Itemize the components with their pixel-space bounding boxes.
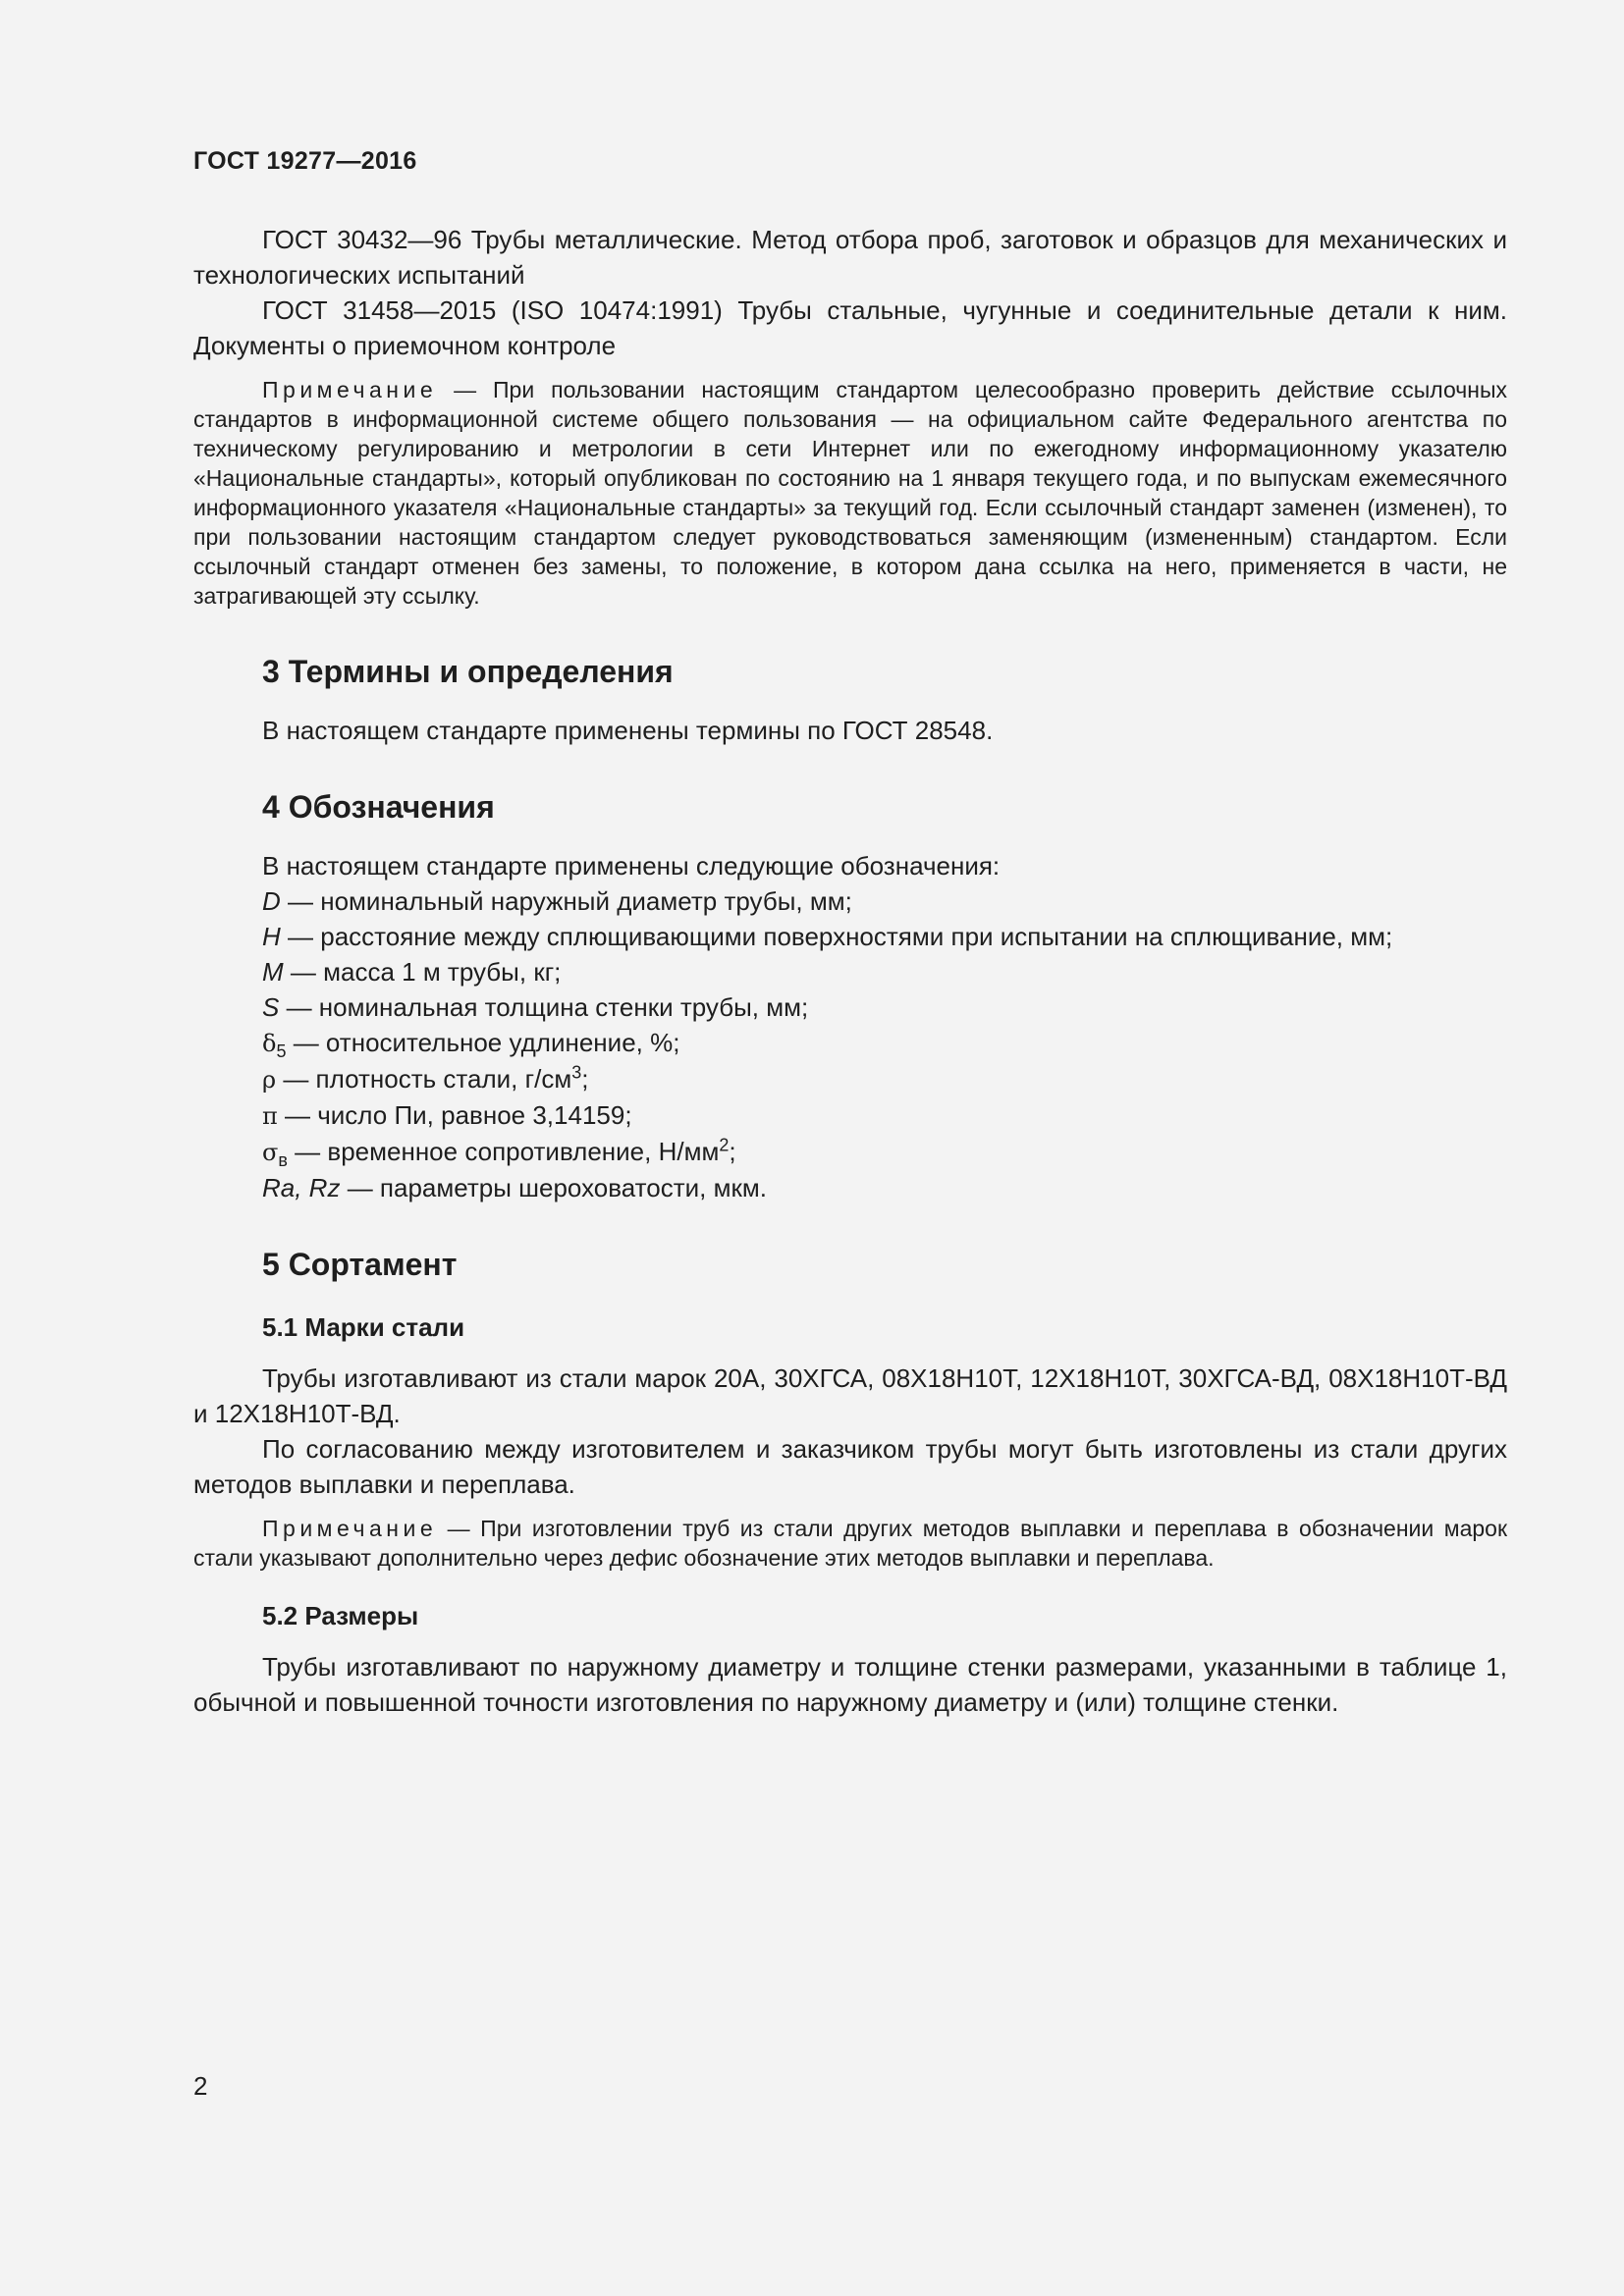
page-header: ГОСТ 19277—2016 [193,147,417,175]
section-5-2-title: 5.2 Размеры [262,1601,419,1630]
note-references [193,375,1507,611]
symbol-item: π — число Пи, равное 3,14159; [262,1100,632,1130]
section-5-2-text: Трубы изготавливают по наружному диаметру и толщине стенки размерами, указанными в таблице 1, обычной и повышенной точности изготовления по наружному диаметру и (или) толщине стенки. [193,1652,1507,1717]
note-label: Примечание [262,1516,438,1541]
symbol-item: M — масса 1 м трубы, кг; [262,957,562,987]
symbol-item: D — номинальный наружный диаметр трубы, мм; [262,886,852,916]
reference-item: ГОСТ 30432—96 Трубы металлические. Метод отбора проб, заготовок и образцов для механических и технологических испытаний [193,225,1507,290]
symbols-list [193,848,1507,1205]
symbol-item: H — расстояние между сплющивающими поверхностями при испытании на сплющивание, мм; [262,922,1393,951]
note-text: — При изготовлении труб из стали других методов выплавки и переплава в обозначении марок стали указывают дополнительно через дефис обозначение этих методов выплавки и переплава. [193,1516,1507,1571]
section-5-title: 5 Сортамент [262,1247,458,1282]
symbol-item: $\sigma_в$ — временное сопротивление, $Н/мм^2$; [262,1135,736,1171]
section-5-1-text-2: По согласованию между изготовителем и заказчиком трубы могут быть изготовлены из стали других методов выплавки и переплава. [193,1434,1507,1499]
symbol-item: S — номинальная толщина стенки трубы, мм; [262,992,809,1022]
note-steel-grades [193,1514,1507,1573]
page-number: 2 [193,2071,208,2101]
section-3-text: В настоящем стандарте применены термины по ГОСТ 28548. [262,716,994,745]
reference-item: ГОСТ 31458—2015 (ISO 10474:1991) Трубы стальные, чугунные и соединительные детали к ним. Документы о приемочном контроле [193,295,1507,360]
section-3-title: 3 Термины и определения [262,654,674,689]
symbol-item: $\delta_5$ — относительное удлинение, %; [262,1028,680,1062]
symbol-item: ρ — плотность стали, $г/см^3$; [262,1062,589,1094]
section-5-1-title: 5.1 Марки стали [262,1312,465,1342]
symbol-item: Ra, Rz — параметры шероховатости, мкм. [262,1173,767,1202]
page-content [193,222,1507,1720]
section-4-title: 4 Обозначения [262,789,495,825]
symbols-intro: В настоящем стандарте применены следующие обозначения: [262,851,1001,881]
note-text: — При пользовании настоящим стандартом целесообразно проверить действие ссылочных стандартов в информационной системе общего пользования — на официальном сайте Федерального агентства по техническому регулированию и метрологии в сети Интернет или по ежегодному информационному указателю «Национальные стандарты», который опубликован по состоянию на 1 января текущего года, и по выпускам ежемесячного информационного указателя «Национальные стандарты» за текущий год. Если ссылочный стандарт заменен (изменен), то при пользовании настоящим стандартом следует руководствоваться заменяющим (измененным) стандартом. Если ссылочный стандарт отменен без замены, то положение, в котором дана ссылка на него, применяется в части, не затрагивающей эту ссылку. [193,377,1507,609]
note-label: Примечание [262,377,438,402]
section-5-1-text: Трубы изготавливают из стали марок 20А, 30ХГСА, 08Х18Н10Т, 12Х18Н10Т, 30ХГСА-ВД, 08Х18Н10Т-ВД и 12Х18Н10Т-ВД. [193,1363,1507,1428]
